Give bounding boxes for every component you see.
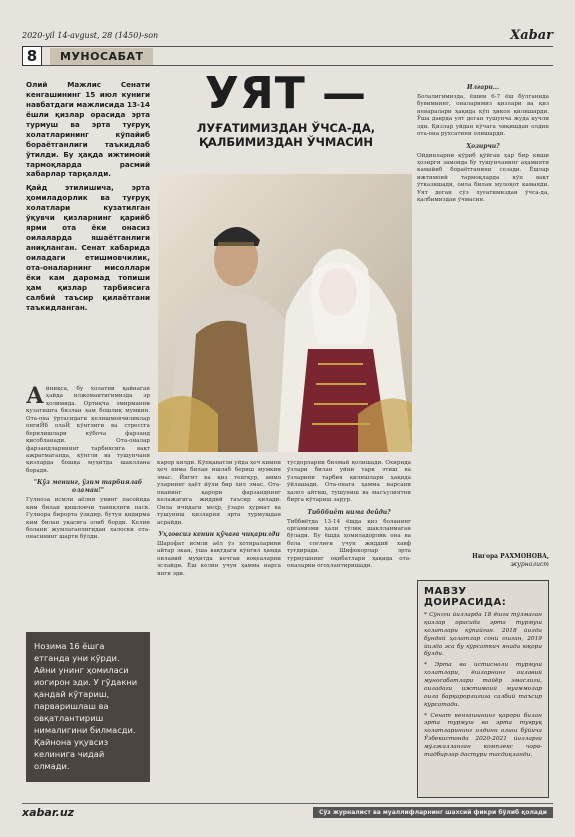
author-signature	[417, 553, 549, 569]
column-b-body: карор килди. Кўпқаватли уйда ҳеч кимни ҳеч нима билан ишлаб бериш мумкин эмас. Йигит ва қиз тенгқур, аммо уларнинг ҳаёт йўли бир хил эмас. Ота-онанинг қарори фарзанднинг келажагига жиддий таъсир қилади. Оила ичидаги меҳр, ўзаро ҳурмат ва тушуниш қизларни эрта турмушдан асрайди.	[157, 460, 281, 526]
column-a	[26, 383, 150, 542]
column-d-body2: Ойдинларни кўриб қўйган ҳар бир киши ҳозирги замонда бу тушунчанинг аҳамияти камайиб бораётганини сезади. Ёшлар ижтимоий тармоқларда кўп вақт ўтказишади, оила билан мулоқот камаяди. Уят деган сўз луғатимиздан ўчса-да, қалбимиздан ўчмасин.	[417, 152, 549, 204]
column-d-body: Болалигимизда, ёшим 6-7 ёш бўлганида бувимнинг, оналаримиз қизлари ва қиз неваралари ҳақида кўп ҳикоя қилишарди. Ўша даврда уят деган тушунча жуда кучли эди. Қизлар уйдан кўчага чиқишдан олдин ота-она рухсатини олишарди.	[417, 93, 549, 138]
topic-box-text	[424, 612, 542, 760]
headline	[160, 68, 412, 150]
topic-item: * Сенат кенгашининг қарори билан эрта турмуш ва эрта туғруқ холатларининг олдини олиш бўйича Ўзбекистонда 2020-2021 йилларга мўлжалланган комплекс чора-тадбирлар дастури тасдиқланди.	[424, 712, 542, 758]
topic-box-title: МАВЗУ ДОИРАСИДА:	[424, 586, 507, 608]
column-c-subhead: Тибббиёт нима дейди?	[307, 508, 391, 516]
topic-box	[417, 580, 549, 798]
topic-item: * Эрта ва истисноли турмуш холатлари, ёшларнинг оилавий муносабатлари тайёр эмаслиги, оиладаги ижтимоий муаммолар оила барқарорлигига салбий таъсир кўрсатади.	[424, 662, 542, 708]
column-b	[157, 460, 281, 578]
column-d	[417, 80, 549, 205]
article-photo	[158, 174, 412, 452]
column-a-body: йниқса, бу холатни қайнаган ҳайда илжомаитигимизда эр ҳолимида. Ортиқча эмирманни кузатишга бизлан ҳам бошлиқ мумкин. Ота-она ўртасидаги келишмовчиликлар онгиЙб олаЙ кўнглиги ва стрессга берилишлари кўбоча фарзанд қисобланади. Ота-оналар фарзандларининг тарбиясига вақт ажратмаганда, кўнгли ва тушунчани қизларда бошқа муҳитда шакллана боради.	[26, 386, 150, 474]
column-b-body2: Шарофат исмли аёл ўз хотираларини айтар экан, ўша вақтдаги кўнгил ҳамда оилавий муҳитда кечган воқеаларни эслайди. Ёш келин учун ҳамма нарса янги эди.	[157, 540, 281, 577]
drop-cap: А	[26, 383, 44, 409]
lead-paragraph: Олий Мажлис Сенати кенгашининг 15 июл куниги навбатдаги мажлисида 13-14 ёшли қизлар орасида эрта турмуш ва эрта туғруқ холатларининг кўпайиб бораётганлиги таъкидлаб ўтилди. Бу ҳақда ижтимоий тармоқларда расмий хабарлар тарқалди.	[26, 80, 150, 179]
headline-sub: ЛУҒАТИМИЗДАН ЎЧСА-ДА, ҚАЛБИМИЗДАН ЎЧМАСИН	[196, 121, 376, 149]
author-role: журналист	[510, 560, 549, 568]
author-name: Нигора РАХМОНОВА,	[472, 553, 549, 560]
column-b-subhead: Уҳловсиз кенин қўчага чиқарилди	[158, 530, 280, 538]
topic-item: * Сўнгги йилларда 18 ёшга тўлмаган қизлар орасида эрта турмуш холатлари кўпайган. 2018 йилда бундай ҳолатлар сони ошган, 2019 йилда эса бу кўрсаткич янада юқори бўлди.	[424, 612, 542, 658]
column-c-body: тусдорларни билмай қолишади. Охирида ўзлари билан уйни тарк этиш ва ўзларини тарбия қилишлари ҳақида ўйлашади. Ота-онага ҳамма нарсани ҳалол айтиш, тушуниш ва масъулиятни бирга кўтариш зарур.	[287, 460, 411, 504]
column-c	[287, 460, 411, 571]
section-title: МУНОСАБАТ	[50, 48, 153, 65]
couple-photo-illustration	[158, 174, 412, 452]
issue-date: 2020-yil 14-avgust, 28 (1450)-son	[22, 30, 159, 40]
page-number: 8	[22, 46, 42, 66]
column-a-body2: Гулноза исмли аёлни унинг пасойида ким билан қишловчи таниқлиги паск. Гулнора бирорта ўзидир, бутун қидирма ким билан уқасига олиб борди. Келин болани жумлаганлигидан халоски ота-онасининг шарти бўлди.	[26, 497, 150, 541]
column-d-subhead-1: Илгари...	[466, 84, 500, 91]
lead-paragraph: Қайд этилишича, эрта ҳомиладорлик ва туғруқ холатлари кузатилган ўқувчи қизларнинг қарийб ярми ота ёки онасиз оилаларда яшаётганлиги аниқланган. Сенат хабарида оиладаги етишмовчилик, ота-оналарнинг мисоллари ёки кам даромад топиши ҳам қизлар тарбиясига салбий таъсир қилаётгани таъкидланган.	[26, 183, 150, 312]
footer-note: Сўз журналист ва муаллифларнинг шахсий фикри бўлиб қолади	[313, 807, 553, 818]
section-bar	[22, 46, 553, 66]
column-d-subhead-2: Ҳозирчи?	[466, 142, 500, 150]
lead-text	[26, 80, 150, 317]
headline-main: УЯТ —	[204, 68, 368, 119]
footer	[22, 803, 553, 821]
footer-site[interactable]: xabar.uz	[22, 806, 75, 819]
top-strip	[22, 28, 553, 42]
column-a-subhead: "Кўз менинг, ўзим тарбиялаб оламан!"	[33, 479, 143, 495]
brand-logo: Xabar	[510, 27, 553, 43]
column-c-body2: Тиббиётда 13-14 ёшда қиз боланинг организми ҳали тўлиқ шаклланмаган бўлади. Бу ёшда ҳомиладорлик она ва бола соғлиғи учун жиддий хавф туғдиради. Шифокорлар эрта турмушнинг оқибатлари ҳақида ота-оналарни огоҳлантиришади.	[287, 518, 411, 570]
callout-box: Нозима 16 ёшга етганда уни кўрди. Айни унинг ҳомиласи иогирон эди. У гўдакни қандай кўтариш, парваришлаш ва овқатлантириш нималигини билмасди. Қайнона уқувсиз келинига чидай олмади.	[26, 632, 150, 782]
